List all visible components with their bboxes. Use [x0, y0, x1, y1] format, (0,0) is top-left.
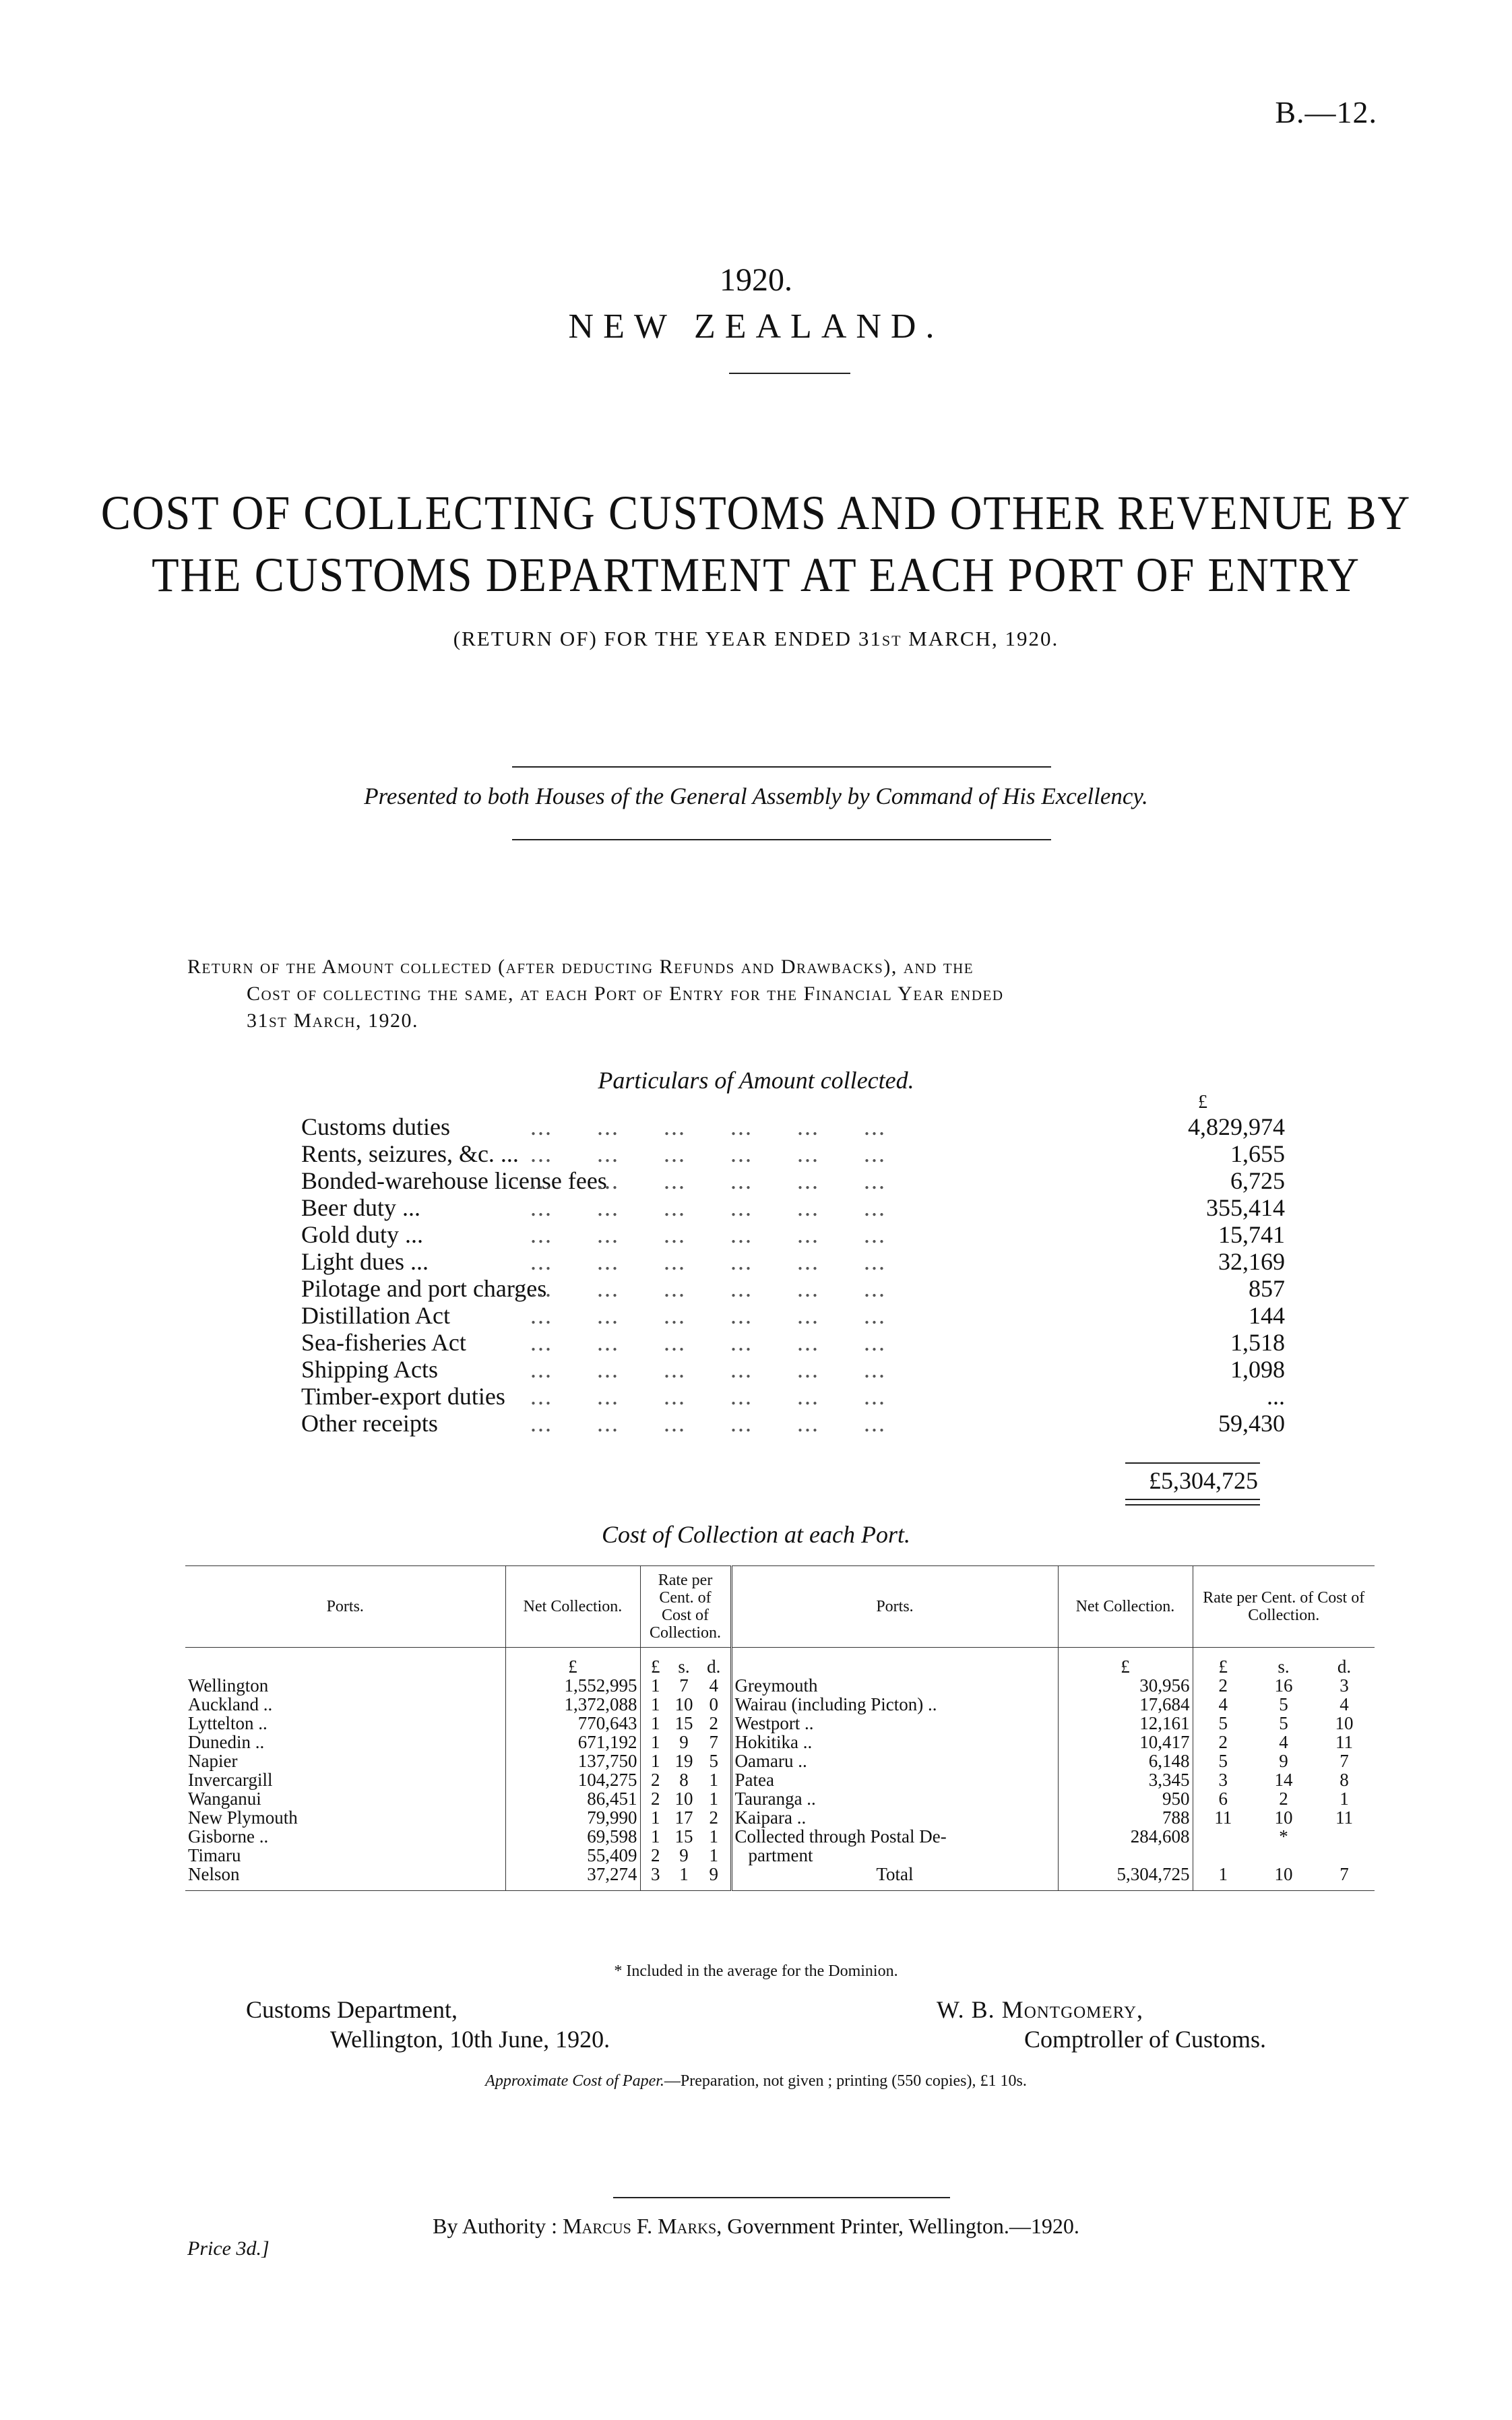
port-name [731, 1714, 1058, 1733]
port-label: Wanganui [188, 1789, 261, 1809]
rate-shillings: 9 [679, 1845, 689, 1865]
document-code: B.—12. [1275, 95, 1377, 129]
table-row [185, 1770, 1375, 1789]
rate-pence: 3 [1340, 1675, 1349, 1696]
port-label: partment [748, 1845, 813, 1865]
particular-label: Shipping Acts [301, 1356, 439, 1383]
authority-post: , Government Printer, Wellington.—1920. [716, 2214, 1079, 2238]
divider [512, 766, 1051, 768]
rate-pence: 5 [697, 1751, 731, 1770]
rate-pence [1314, 1846, 1375, 1865]
port-name [185, 1695, 505, 1714]
leader-dots: ... ... ... ... ... ... [530, 1140, 886, 1167]
col-rate-left: Rate per Cent. of Cost of Collection. [640, 1566, 731, 1648]
printer-name: Marcus F. Marks [563, 2214, 717, 2238]
particular-row [301, 1302, 1285, 1329]
port-label: Hokitika .. [734, 1732, 813, 1752]
net-collection: 5,304,725 [1058, 1865, 1193, 1891]
rate-shillings: 4 [1279, 1732, 1288, 1752]
particular-value: 1,098 [1230, 1356, 1285, 1383]
port-name [731, 1865, 1058, 1891]
particular-label: Light dues ... [301, 1248, 429, 1275]
footnote: * Included in the average for the Dominion. [614, 1962, 898, 1980]
particular-value: 355,414 [1206, 1194, 1285, 1221]
table-row [185, 1733, 1375, 1751]
rate-pence: 2 [697, 1808, 731, 1827]
cost-heading: Cost of Collection at each Port. [602, 1521, 910, 1548]
particular-row [301, 1113, 1285, 1140]
particular-value: 144 [1249, 1302, 1285, 1329]
particular-row [301, 1356, 1285, 1383]
particular-value: 857 [1249, 1275, 1285, 1302]
rate-shillings: 10 [674, 1789, 693, 1809]
particular-row [301, 1221, 1285, 1248]
rate-pence: 1 [697, 1789, 731, 1808]
port-name [185, 1714, 505, 1733]
rate-pounds: 4 [1218, 1694, 1228, 1714]
presented-line: Presented to both Houses of the General Assembly by Command of His Excellency. [364, 783, 1148, 809]
rate-pence: 1 [1340, 1789, 1349, 1809]
unit-pound: £ [1058, 1648, 1193, 1677]
rate-shillings: 9 [1279, 1751, 1288, 1771]
net-collection [1058, 1846, 1193, 1865]
col-net-right: Net Collection. [1058, 1566, 1193, 1648]
rate-pounds: 1 [651, 1732, 660, 1752]
rate-shillings: 10 [674, 1694, 693, 1714]
divider [613, 2197, 950, 2198]
net-collection: 1,372,088 [505, 1695, 640, 1714]
rate-pence: 2 [697, 1714, 731, 1733]
table-row [185, 1751, 1375, 1770]
particulars-list [301, 1113, 1285, 1437]
net-collection: 55,409 [505, 1846, 640, 1865]
table-row [185, 1676, 1375, 1695]
port-name [731, 1827, 1058, 1846]
rate-pence: 8 [1340, 1770, 1349, 1790]
rate-pence: 11 [1335, 1807, 1353, 1828]
rate-pounds: 2 [1218, 1732, 1228, 1752]
net-collection: 788 [1058, 1808, 1193, 1827]
port-label: Oamaru .. [734, 1751, 807, 1771]
port-name [185, 1865, 505, 1891]
rate-shillings: 19 [674, 1751, 693, 1771]
port-name [185, 1751, 505, 1770]
rate-shillings: 5 [1279, 1713, 1288, 1733]
port-label: Kaipara .. [734, 1807, 807, 1828]
port-name [185, 1676, 505, 1695]
rate-shillings: 9 [679, 1732, 689, 1752]
col-ports-right: Ports. [731, 1566, 1058, 1648]
intro-line-1: Return of the Amount collected (after deducting Refunds and Drawbacks), and the [187, 956, 974, 978]
leader-dots: ... ... ... ... ... ... [530, 1302, 886, 1329]
port-name [731, 1789, 1058, 1808]
net-collection: 30,956 [1058, 1676, 1193, 1695]
rate-pounds: 2 [1218, 1675, 1228, 1696]
leader-dots: ... ... ... ... ... ... [530, 1329, 886, 1356]
net-collection: 104,275 [505, 1770, 640, 1789]
port-label: Nelson [188, 1864, 240, 1884]
port-label: Tauranga .. [734, 1789, 816, 1809]
rate-shillings: * [1279, 1826, 1288, 1847]
particular-label: Distillation Act [301, 1302, 450, 1329]
leader-dots: ... ... ... ... ... ... [530, 1275, 886, 1302]
port-name [185, 1846, 505, 1865]
leader-dots: ... ... ... ... ... ... [530, 1383, 886, 1410]
rate-pounds: 1 [1193, 1865, 1253, 1891]
table-row [185, 1695, 1375, 1714]
particular-value: 32,169 [1218, 1248, 1285, 1275]
rate-pounds: 6 [1218, 1789, 1228, 1809]
port-label: Timaru [188, 1845, 241, 1865]
rate-pounds: 1 [651, 1751, 660, 1771]
title-line-1: COST OF COLLECTING CUSTOMS AND OTHER REVENUE BY [100, 486, 1412, 540]
rate-shillings: 7 [679, 1675, 689, 1696]
net-collection: 137,750 [505, 1751, 640, 1770]
signature-block [937, 1995, 1266, 2054]
particular-row [301, 1248, 1285, 1275]
department-block [246, 1995, 610, 2054]
particular-label: Timber-export duties [301, 1383, 505, 1410]
return-intro [187, 954, 1373, 1034]
port-name [731, 1733, 1058, 1751]
rate-shillings: 2 [1279, 1789, 1288, 1809]
particulars-heading: Particulars of Amount collected. [598, 1067, 914, 1094]
sum-rule [1125, 1462, 1260, 1464]
port-name [185, 1789, 505, 1808]
rate-pounds: 1 [651, 1694, 660, 1714]
net-collection: 1,552,995 [505, 1676, 640, 1695]
net-collection: 950 [1058, 1789, 1193, 1808]
port-label: Wairau (including Picton) .. [734, 1694, 937, 1714]
rate-pounds: 1 [651, 1826, 660, 1847]
net-collection: 770,643 [505, 1714, 640, 1733]
rate-pounds: 1 [651, 1713, 660, 1733]
particular-row [301, 1383, 1285, 1410]
port-label: Auckland .. [188, 1694, 273, 1714]
rate-pence: 7 [697, 1733, 731, 1751]
rate-shillings: 10 [1274, 1807, 1293, 1828]
rate-pence: 9 [697, 1865, 731, 1891]
authority-pre: By Authority : [433, 2214, 558, 2238]
rate-pence: 10 [1335, 1713, 1354, 1733]
rate-pence: 7 [1340, 1751, 1349, 1771]
table-row [185, 1714, 1375, 1733]
rate-pounds: 11 [1214, 1807, 1232, 1828]
rate-pence: 7 [1314, 1865, 1375, 1891]
price: Price 3d.] [187, 2237, 270, 2260]
subtitle-text-end: MARCH, 1920. [902, 627, 1059, 650]
particular-label: Gold duty ... [301, 1221, 424, 1248]
rate-pence: 4 [1340, 1694, 1349, 1714]
rate-pence: 1 [697, 1770, 731, 1789]
divider [512, 839, 1051, 840]
port-label: Patea [734, 1770, 774, 1790]
particular-value: 1,655 [1230, 1140, 1285, 1167]
rate-shillings: 15 [674, 1826, 693, 1847]
unit-shillings: s. [1278, 1656, 1290, 1677]
rate-pounds [1193, 1846, 1253, 1865]
rate-shillings: 15 [674, 1713, 693, 1733]
particular-row [301, 1167, 1285, 1194]
net-collection: 69,598 [505, 1827, 640, 1846]
particular-value: 6,725 [1230, 1167, 1285, 1194]
port-label: Collected through Postal De- [734, 1826, 947, 1847]
rate-pounds: 2 [651, 1770, 660, 1790]
rate-pence: 11 [1335, 1732, 1353, 1752]
table-row [185, 1827, 1375, 1846]
table-row [185, 1865, 1375, 1891]
particular-row [301, 1275, 1285, 1302]
rate-pounds: 3 [1218, 1770, 1228, 1790]
rate-shillings: 8 [679, 1770, 689, 1790]
port-label: Total [876, 1864, 914, 1884]
rate-pounds [1193, 1827, 1253, 1846]
unit-pence: d. [697, 1648, 731, 1677]
particular-row [301, 1194, 1285, 1221]
table-row [185, 1846, 1375, 1865]
particular-label: Bonded-warehouse license fees [301, 1167, 607, 1194]
country-heading: NEW ZEALAND. [568, 307, 944, 346]
net-collection: 284,608 [1058, 1827, 1193, 1846]
port-label: Napier [188, 1751, 238, 1771]
leader-dots: ... ... ... ... ... ... [530, 1167, 886, 1194]
subtitle-sup: ST [881, 632, 902, 649]
particular-value: 4,829,974 [1188, 1113, 1285, 1140]
particulars-total: £5,304,725 [1149, 1467, 1258, 1494]
net-collection: 37,274 [505, 1865, 640, 1891]
rate-shillings: 10 [1253, 1865, 1314, 1891]
authority-line [0, 2214, 1512, 2239]
net-collection: 10,417 [1058, 1733, 1193, 1751]
leader-dots: ... ... ... ... ... ... [530, 1113, 886, 1140]
rate-pounds: 2 [651, 1845, 660, 1865]
port-label: Wellington [188, 1675, 269, 1696]
port-label: New Plymouth [188, 1807, 298, 1828]
total-rule [1125, 1499, 1260, 1500]
rate-pence: 1 [697, 1827, 731, 1846]
total-rule [1125, 1504, 1260, 1506]
leader-dots: ... ... ... ... ... ... [530, 1356, 886, 1383]
net-collection: 6,148 [1058, 1751, 1193, 1770]
title-line-2: THE CUSTOMS DEPARTMENT AT EACH PORT OF ENTRY [152, 548, 1360, 602]
rate-pence: 0 [697, 1695, 731, 1714]
paper-cost-text: —Preparation, not given ; printing (550 copies), £1 10s. [664, 2072, 1027, 2090]
document-title [61, 482, 1451, 606]
intro-line-2: Cost of collecting the same, at each Port of Entry for the Financial Year ended [247, 983, 1004, 1005]
divider [729, 373, 850, 374]
particular-label: Pilotage and port charges [301, 1275, 547, 1302]
ports-table [185, 1565, 1375, 1891]
unit-pound: £ [651, 1656, 660, 1677]
rate-shillings: 16 [1274, 1675, 1293, 1696]
port-name [731, 1846, 1058, 1865]
document-year: 1920. [720, 262, 792, 298]
port-label: Westport .. [734, 1713, 814, 1733]
port-name [731, 1751, 1058, 1770]
particular-label: Other receipts [301, 1410, 438, 1437]
net-collection: 3,345 [1058, 1770, 1193, 1789]
document-subtitle [0, 627, 1512, 651]
port-name [731, 1695, 1058, 1714]
net-collection: 17,684 [1058, 1695, 1193, 1714]
port-name [731, 1770, 1058, 1789]
port-name [185, 1733, 505, 1751]
rate-pounds: 5 [1218, 1713, 1228, 1733]
unit-shillings: s. [678, 1656, 690, 1677]
leader-dots: ... ... ... ... ... ... [530, 1221, 886, 1248]
subtitle-text: (RETURN OF) FOR THE YEAR ENDED 31 [453, 627, 882, 650]
port-label: Dunedin .. [188, 1732, 265, 1752]
port-label: Invercargill [188, 1770, 273, 1790]
rate-shillings: 5 [1279, 1694, 1288, 1714]
col-ports-left: Ports. [185, 1566, 505, 1648]
col-net-left: Net Collection. [505, 1566, 640, 1648]
signatory-name: W. B. Montgomery, [937, 1996, 1144, 2023]
leader-dots: ... ... ... ... ... ... [530, 1410, 886, 1437]
rate-shillings: 14 [1274, 1770, 1293, 1790]
rate-pence: 1 [697, 1846, 731, 1865]
particular-label: Rents, seizures, &c. ... [301, 1140, 519, 1167]
department-name: Customs Department, [246, 1996, 458, 2023]
port-name [185, 1770, 505, 1789]
port-name [731, 1676, 1058, 1695]
port-name [731, 1808, 1058, 1827]
particular-value: 1,518 [1230, 1329, 1285, 1356]
unit-pound: £ [1218, 1656, 1228, 1677]
net-collection: 671,192 [505, 1733, 640, 1751]
rate-pence [1314, 1827, 1375, 1846]
particular-label: Beer duty ... [301, 1194, 420, 1221]
net-collection: 12,161 [1058, 1714, 1193, 1733]
rate-shillings: 1 [670, 1865, 697, 1891]
unit-pound: £ [505, 1648, 640, 1677]
net-collection: 86,451 [505, 1789, 640, 1808]
port-label: Gisborne .. [188, 1826, 269, 1847]
paper-cost [0, 2072, 1512, 2090]
intro-line-3: 31st March, 1920. [247, 1010, 419, 1032]
rate-pounds: 5 [1218, 1751, 1228, 1771]
table-row [185, 1808, 1375, 1827]
rate-shillings: 17 [674, 1807, 693, 1828]
particular-value: 15,741 [1218, 1221, 1285, 1248]
rate-pounds: 3 [640, 1865, 670, 1891]
unit-pence: d. [1337, 1656, 1352, 1677]
signatory-position: Comptroller of Customs. [1024, 2026, 1266, 2053]
particular-label: Customs duties [301, 1113, 451, 1140]
rate-pounds: 1 [651, 1675, 660, 1696]
particular-row [301, 1410, 1285, 1437]
particular-label: Sea-fisheries Act [301, 1329, 466, 1356]
department-date: Wellington, 10th June, 1920. [330, 2026, 610, 2053]
port-name [185, 1808, 505, 1827]
col-rate-right: Rate per Cent. of Cost of Collection. [1193, 1566, 1375, 1648]
rate-pounds: 1 [651, 1807, 660, 1828]
table-row [185, 1789, 1375, 1808]
port-label: Greymouth [734, 1675, 818, 1696]
particular-value: 59,430 [1218, 1410, 1285, 1437]
leader-dots: ... ... ... ... ... ... [530, 1248, 886, 1275]
particular-row [301, 1329, 1285, 1356]
port-label: Lyttelton .. [188, 1713, 267, 1733]
rate-pence: 4 [697, 1676, 731, 1695]
port-name [185, 1827, 505, 1846]
particular-row [301, 1140, 1285, 1167]
rate-pounds: 2 [651, 1789, 660, 1809]
currency-header: £ [1198, 1092, 1207, 1113]
particular-value: ... [1267, 1383, 1285, 1410]
leader-dots: ... ... ... ... ... ... [530, 1194, 886, 1221]
paper-cost-label: Approximate Cost of Paper. [485, 2072, 664, 2090]
net-collection: 79,990 [505, 1808, 640, 1827]
rate-shillings [1253, 1846, 1314, 1865]
